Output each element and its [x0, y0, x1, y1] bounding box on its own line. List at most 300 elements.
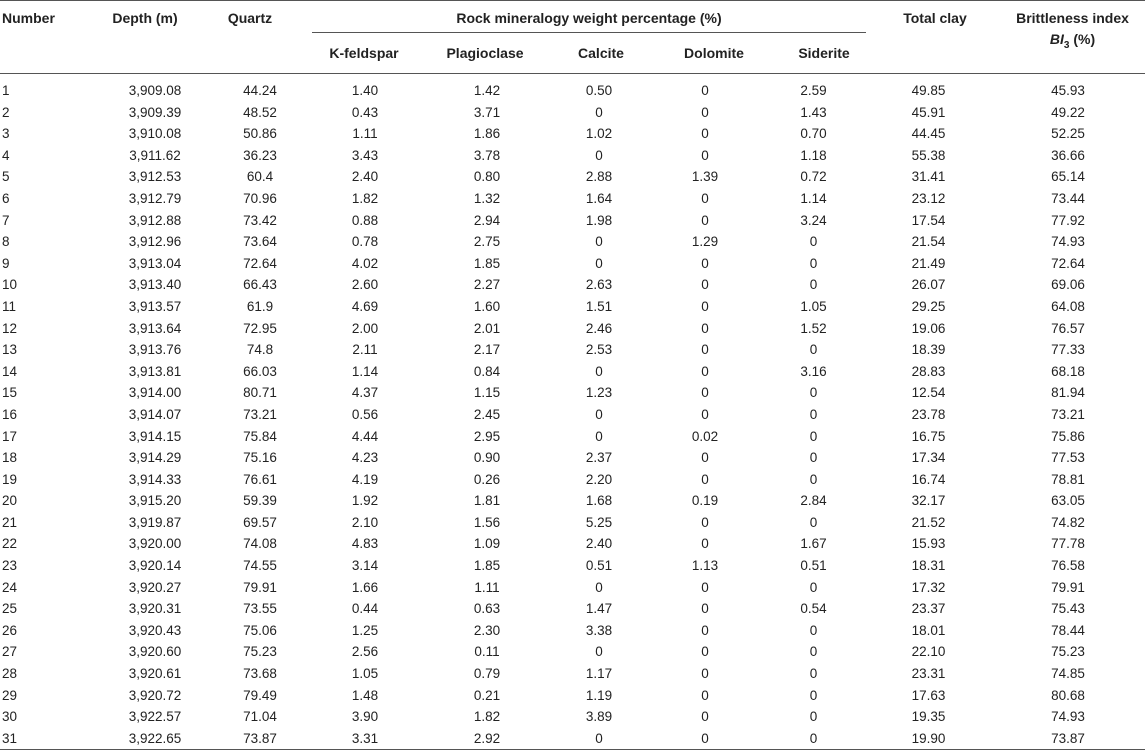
cell-depth: 3,913.57	[128, 298, 182, 314]
table-row	[0, 382, 1145, 404]
cell-siderite: 0	[809, 666, 818, 682]
data-table	[0, 80, 1145, 749]
cell-brittleness-index: 77.92	[1051, 212, 1085, 228]
cell-total-clay: 17.54	[911, 212, 946, 228]
cell-number: 6	[2, 190, 10, 206]
cell-k-feldspar: 0.88	[351, 212, 379, 228]
cell-dolomite: 0	[701, 644, 709, 660]
cell-calcite: 0.51	[585, 558, 613, 574]
cell-number: 29	[2, 687, 18, 703]
cell-depth: 3,914.29	[128, 450, 182, 466]
cell-depth: 3,919.87	[128, 514, 182, 530]
cell-total-clay: 18.39	[911, 342, 946, 358]
cell-dolomite: 0	[701, 385, 709, 401]
cell-plagioclase: 1.85	[473, 558, 501, 574]
cell-siderite: 0	[809, 255, 818, 271]
cell-number: 31	[2, 730, 18, 746]
cell-brittleness-index: 68.18	[1051, 363, 1085, 379]
cell-siderite: 0	[809, 730, 818, 746]
cell-number: 7	[2, 212, 10, 228]
cell-brittleness-index: 76.57	[1051, 320, 1085, 336]
cell-number: 27	[2, 644, 18, 660]
cell-k-feldspar: 3.31	[351, 730, 379, 746]
cell-number: 3	[2, 126, 10, 142]
cell-dolomite: 0.19	[691, 493, 719, 509]
table-row	[0, 469, 1145, 491]
cell-quartz: 79.91	[243, 579, 277, 595]
cell-plagioclase: 2.27	[473, 277, 501, 293]
cell-plagioclase: 2.95	[473, 428, 501, 444]
cell-total-clay: 31.41	[911, 169, 946, 185]
cell-plagioclase: 0.84	[473, 363, 501, 379]
cell-quartz: 73.42	[243, 212, 277, 228]
table-row	[0, 490, 1145, 512]
cell-plagioclase: 0.79	[473, 666, 501, 682]
cell-siderite: 3.24	[800, 212, 827, 228]
cell-quartz: 61.9	[246, 298, 274, 314]
cell-plagioclase: 3.71	[473, 104, 501, 120]
header-rock-mineralogy-group: Rock mineralogy weight percentage (%)	[456, 10, 722, 26]
cell-dolomite: 0	[701, 126, 709, 142]
cell-brittleness-index: 63.05	[1051, 493, 1085, 509]
table-row	[0, 123, 1145, 145]
table-row	[0, 685, 1145, 707]
cell-plagioclase: 0.90	[473, 450, 501, 466]
cell-plagioclase: 1.60	[473, 298, 501, 314]
table-row	[0, 728, 1145, 750]
table-row	[0, 577, 1145, 599]
cell-siderite: 0	[809, 385, 818, 401]
cell-quartz: 73.55	[243, 601, 277, 617]
cell-depth: 3,913.64	[128, 320, 182, 336]
cell-siderite: 0	[809, 428, 818, 444]
cell-depth: 3,914.15	[128, 428, 182, 444]
cell-depth: 3,915.20	[128, 493, 182, 509]
cell-k-feldspar: 1.11	[352, 126, 378, 142]
cell-quartz: 50.86	[243, 126, 277, 142]
cell-dolomite: 0	[701, 666, 709, 682]
cell-depth: 3,912.53	[128, 169, 182, 185]
table-row	[0, 318, 1145, 340]
cell-quartz: 72.64	[243, 255, 277, 271]
cell-depth: 3,920.27	[128, 579, 182, 595]
cell-dolomite: 0	[701, 406, 709, 422]
cell-brittleness-index: 52.25	[1051, 126, 1085, 142]
cell-calcite: 1.17	[585, 666, 613, 682]
cell-k-feldspar: 4.44	[351, 428, 379, 444]
cell-k-feldspar: 4.69	[351, 298, 379, 314]
cell-quartz: 71.04	[243, 709, 277, 725]
cell-k-feldspar: 2.10	[351, 514, 379, 530]
cell-siderite: 1.43	[800, 104, 827, 120]
cell-k-feldspar: 0.43	[351, 104, 379, 120]
cell-total-clay: 23.37	[911, 601, 946, 617]
cell-depth: 3,911.62	[129, 147, 181, 163]
cell-total-clay: 18.31	[911, 558, 946, 574]
cell-quartz: 73.68	[243, 666, 277, 682]
cell-quartz: 75.84	[243, 428, 277, 444]
table-row	[0, 533, 1145, 555]
cell-calcite: 1.19	[585, 687, 613, 703]
cell-k-feldspar: 0.78	[351, 234, 379, 250]
cell-total-clay: 23.31	[911, 666, 946, 682]
table-row	[0, 253, 1145, 275]
cell-calcite: 1.64	[585, 190, 613, 206]
cell-dolomite: 0	[701, 514, 709, 530]
cell-quartz: 36.23	[243, 147, 277, 163]
cell-quartz: 75.16	[243, 450, 277, 466]
cell-depth: 3,912.79	[128, 190, 182, 206]
cell-brittleness-index: 78.81	[1051, 471, 1085, 487]
table-row	[0, 188, 1145, 210]
cell-quartz: 59.39	[243, 493, 277, 509]
cell-dolomite: 0	[701, 709, 709, 725]
cell-number: 16	[2, 406, 18, 422]
cell-calcite: 0	[595, 255, 603, 271]
header-total-clay: Total clay	[903, 10, 967, 26]
cell-plagioclase: 0.21	[473, 687, 501, 703]
cell-quartz: 73.64	[243, 234, 277, 250]
cell-dolomite: 1.39	[691, 169, 719, 185]
cell-quartz: 69.57	[243, 514, 277, 530]
cell-plagioclase: 2.92	[473, 730, 501, 746]
cell-k-feldspar: 1.14	[351, 363, 379, 379]
cell-brittleness-index: 74.93	[1051, 234, 1085, 250]
cell-dolomite: 0	[701, 212, 709, 228]
cell-number: 13	[2, 342, 18, 358]
cell-dolomite: 1.13	[691, 558, 719, 574]
cell-k-feldspar: 1.40	[351, 83, 379, 98]
cell-depth: 3,920.43	[128, 622, 182, 638]
cell-plagioclase: 1.09	[473, 536, 501, 552]
cell-quartz: 75.23	[243, 644, 277, 660]
cell-plagioclase: 1.85	[473, 255, 501, 271]
cell-number: 17	[2, 428, 18, 444]
table-row	[0, 447, 1145, 469]
cell-siderite: 1.67	[800, 536, 827, 552]
cell-k-feldspar: 1.25	[351, 622, 379, 638]
cell-siderite: 0	[809, 622, 818, 638]
cell-total-clay: 44.45	[911, 126, 946, 142]
cell-calcite: 0	[595, 730, 603, 746]
table-row	[0, 102, 1145, 124]
cell-depth: 3,920.31	[128, 601, 182, 617]
cell-brittleness-index: 74.85	[1051, 666, 1085, 682]
cell-quartz: 66.03	[243, 363, 277, 379]
cell-k-feldspar: 0.56	[351, 406, 379, 422]
cell-depth: 3,920.60	[128, 644, 182, 660]
cell-total-clay: 45.91	[911, 104, 946, 120]
cell-dolomite: 0	[701, 579, 709, 595]
cell-quartz: 44.24	[243, 83, 277, 98]
cell-calcite: 1.23	[585, 385, 613, 401]
table-row	[0, 274, 1145, 296]
cell-total-clay: 19.90	[911, 730, 946, 746]
cell-depth: 3,920.61	[128, 666, 182, 682]
header-siderite: Siderite	[798, 45, 850, 61]
table-row	[0, 426, 1145, 448]
cell-siderite: 0	[809, 406, 818, 422]
cell-calcite: 0	[595, 147, 603, 163]
cell-number: 28	[2, 666, 18, 682]
cell-calcite: 0	[595, 234, 603, 250]
cell-number: 25	[2, 601, 18, 617]
cell-plagioclase: 1.56	[473, 514, 501, 530]
cell-brittleness-index: 80.68	[1051, 687, 1085, 703]
cell-dolomite: 0	[701, 320, 709, 336]
cell-brittleness-index: 69.06	[1051, 277, 1085, 293]
cell-calcite: 2.63	[585, 277, 613, 293]
cell-depth: 3,912.88	[128, 212, 182, 228]
cell-total-clay: 29.25	[911, 298, 946, 314]
table-top-rule	[0, 0, 1145, 1]
cell-siderite: 0.54	[800, 601, 827, 617]
header-k-feldspar: K-feldspar	[329, 45, 399, 61]
cell-total-clay: 32.17	[911, 493, 946, 509]
table-row	[0, 231, 1145, 253]
cell-siderite: 0	[809, 471, 818, 487]
cell-calcite: 0	[595, 579, 603, 595]
header-calcite: Calcite	[578, 45, 624, 61]
cell-depth: 3,920.72	[128, 687, 182, 703]
cell-siderite: 2.84	[800, 493, 827, 509]
cell-brittleness-index: 64.08	[1051, 298, 1085, 314]
cell-calcite: 2.37	[585, 450, 613, 466]
table-row	[0, 620, 1145, 642]
bi-unit: (%)	[1069, 31, 1096, 47]
cell-siderite: 0	[809, 277, 818, 293]
cell-brittleness-index: 49.22	[1051, 104, 1085, 120]
cell-quartz: 70.96	[243, 190, 277, 206]
table-row	[0, 663, 1145, 685]
header-number: Number	[2, 10, 55, 26]
cell-k-feldspar: 1.82	[351, 190, 379, 206]
cell-plagioclase: 1.42	[473, 83, 501, 98]
cell-total-clay: 21.54	[911, 234, 946, 250]
cell-brittleness-index: 45.93	[1051, 83, 1085, 98]
cell-k-feldspar: 3.14	[351, 558, 379, 574]
cell-dolomite: 0	[701, 342, 709, 358]
cell-brittleness-index: 73.87	[1051, 730, 1085, 746]
cell-k-feldspar: 1.05	[351, 666, 379, 682]
cell-number: 15	[2, 385, 18, 401]
cell-plagioclase: 1.86	[473, 126, 501, 142]
cell-calcite: 0	[595, 363, 603, 379]
bi-subscript: 3	[1063, 39, 1070, 51]
cell-siderite: 3.16	[800, 363, 827, 379]
cell-brittleness-index: 36.66	[1051, 147, 1085, 163]
cell-plagioclase: 2.01	[473, 320, 501, 336]
cell-siderite: 0	[809, 579, 818, 595]
cell-calcite: 0	[595, 428, 603, 444]
cell-quartz: 66.43	[243, 277, 277, 293]
cell-siderite: 0	[809, 514, 818, 530]
cell-total-clay: 22.10	[911, 644, 946, 660]
cell-number: 21	[2, 514, 18, 530]
cell-siderite: 0	[809, 709, 818, 725]
cell-k-feldspar: 3.43	[351, 147, 379, 163]
cell-k-feldspar: 1.48	[351, 687, 379, 703]
cell-total-clay: 17.34	[911, 450, 946, 466]
cell-siderite: 0.70	[800, 126, 827, 142]
cell-total-clay: 23.12	[911, 190, 946, 206]
cell-plagioclase: 0.26	[473, 471, 501, 487]
cell-siderite: 1.52	[800, 320, 827, 336]
cell-brittleness-index: 75.86	[1051, 428, 1085, 444]
cell-dolomite: 1.29	[691, 234, 719, 250]
table-row	[0, 145, 1145, 167]
cell-brittleness-index: 79.91	[1051, 579, 1085, 595]
cell-depth: 3,922.57	[128, 709, 182, 725]
cell-quartz: 74.55	[243, 558, 277, 574]
header-brittleness-index-symbol	[1000, 30, 1145, 55]
cell-number: 18	[2, 450, 18, 466]
cell-depth: 3,913.81	[128, 363, 182, 379]
cell-quartz: 79.49	[243, 687, 277, 703]
cell-total-clay: 21.49	[911, 255, 946, 271]
cell-number: 1	[2, 83, 10, 98]
cell-number: 2	[2, 104, 10, 120]
cell-number: 26	[2, 622, 18, 638]
cell-dolomite: 0	[701, 601, 709, 617]
cell-dolomite: 0	[701, 471, 709, 487]
cell-quartz: 73.21	[243, 406, 277, 422]
cell-siderite: 0.51	[800, 558, 827, 574]
cell-calcite: 3.89	[585, 709, 613, 725]
cell-dolomite: 0	[701, 255, 709, 271]
cell-number: 14	[2, 363, 18, 379]
cell-brittleness-index: 78.44	[1051, 622, 1085, 638]
cell-plagioclase: 1.82	[473, 709, 501, 725]
cell-calcite: 5.25	[585, 514, 613, 530]
group-header-rule	[312, 32, 866, 33]
cell-plagioclase: 0.11	[474, 644, 500, 660]
cell-number: 5	[2, 169, 10, 185]
cell-k-feldspar: 3.90	[351, 709, 379, 725]
cell-dolomite: 0	[701, 104, 709, 120]
table-row	[0, 404, 1145, 426]
cell-k-feldspar: 2.11	[352, 342, 378, 358]
table-row	[0, 555, 1145, 577]
cell-depth: 3,920.00	[128, 536, 182, 552]
cell-plagioclase: 2.75	[473, 234, 501, 250]
header-plagioclase: Plagioclase	[446, 45, 524, 61]
header-bottom-rule	[0, 73, 1145, 74]
cell-calcite: 2.88	[585, 169, 613, 185]
data-table-body	[0, 80, 1145, 749]
cell-plagioclase: 1.15	[473, 385, 501, 401]
cell-calcite: 1.68	[585, 493, 613, 509]
cell-siderite: 0	[809, 450, 818, 466]
header-dolomite: Dolomite	[684, 45, 744, 61]
cell-calcite: 1.02	[585, 126, 613, 142]
table-row	[0, 361, 1145, 383]
cell-depth: 3,914.00	[128, 385, 182, 401]
cell-quartz: 73.87	[243, 730, 277, 746]
cell-k-feldspar: 2.56	[351, 644, 379, 660]
cell-plagioclase: 2.94	[473, 212, 501, 228]
cell-plagioclase: 0.63	[473, 601, 501, 617]
cell-quartz: 72.95	[243, 320, 277, 336]
table-row	[0, 296, 1145, 318]
cell-total-clay: 21.52	[911, 514, 946, 530]
cell-total-clay: 28.83	[911, 363, 946, 379]
cell-dolomite: 0	[701, 536, 709, 552]
cell-total-clay: 23.78	[911, 406, 946, 422]
table-row	[0, 210, 1145, 232]
cell-siderite: 2.59	[800, 83, 827, 98]
cell-brittleness-index: 72.64	[1051, 255, 1085, 271]
cell-plagioclase: 2.17	[473, 342, 501, 358]
cell-siderite: 0	[809, 342, 818, 358]
cell-total-clay: 16.74	[911, 471, 946, 487]
cell-depth: 3,913.76	[128, 342, 182, 358]
cell-dolomite: 0	[701, 277, 709, 293]
cell-calcite: 1.51	[585, 298, 613, 314]
cell-number: 12	[2, 320, 18, 336]
header-quartz: Quartz	[227, 10, 273, 26]
cell-dolomite: 0	[701, 687, 709, 703]
cell-quartz: 74.08	[243, 536, 277, 552]
cell-plagioclase: 2.45	[473, 406, 501, 422]
cell-quartz: 80.71	[243, 385, 277, 401]
cell-depth: 3,913.40	[128, 277, 182, 293]
cell-number: 23	[2, 558, 18, 574]
table-row	[0, 512, 1145, 534]
cell-total-clay: 17.63	[911, 687, 946, 703]
cell-k-feldspar: 4.23	[351, 450, 379, 466]
cell-dolomite: 0	[701, 190, 709, 206]
cell-depth: 3,910.08	[128, 126, 182, 142]
cell-brittleness-index: 75.43	[1051, 601, 1085, 617]
cell-k-feldspar: 4.83	[351, 536, 379, 552]
cell-calcite: 1.98	[585, 212, 613, 228]
table-row	[0, 339, 1145, 361]
bi-symbol: BI	[1049, 31, 1064, 47]
cell-k-feldspar: 1.92	[351, 493, 379, 509]
cell-dolomite: 0	[701, 147, 709, 163]
cell-plagioclase: 2.30	[473, 622, 501, 638]
cell-total-clay: 18.01	[911, 622, 946, 638]
cell-calcite: 2.46	[585, 320, 613, 336]
cell-depth: 3,920.14	[128, 558, 182, 574]
cell-brittleness-index: 77.53	[1051, 450, 1085, 466]
cell-depth: 3,909.39	[128, 104, 182, 120]
cell-number: 20	[2, 493, 18, 509]
cell-plagioclase: 3.78	[473, 147, 501, 163]
cell-number: 19	[2, 471, 18, 487]
table-row	[0, 166, 1145, 188]
cell-siderite: 0	[809, 234, 818, 250]
table-row	[0, 706, 1145, 728]
cell-total-clay: 19.35	[911, 709, 946, 725]
cell-depth: 3,914.07	[128, 406, 182, 422]
cell-siderite: 1.05	[800, 298, 827, 314]
cell-depth: 3,912.96	[128, 234, 182, 250]
cell-number: 10	[2, 277, 18, 293]
cell-siderite: 0	[809, 644, 818, 660]
cell-k-feldspar: 2.00	[351, 320, 379, 336]
cell-k-feldspar: 2.60	[351, 277, 379, 293]
cell-depth: 3,914.33	[128, 471, 182, 487]
cell-plagioclase: 0.80	[473, 169, 501, 185]
cell-calcite: 2.40	[585, 536, 613, 552]
cell-plagioclase: 1.32	[473, 190, 501, 206]
cell-siderite: 0.72	[800, 169, 827, 185]
table-row	[0, 80, 1145, 102]
cell-total-clay: 55.38	[911, 147, 946, 163]
cell-calcite: 3.38	[585, 622, 613, 638]
